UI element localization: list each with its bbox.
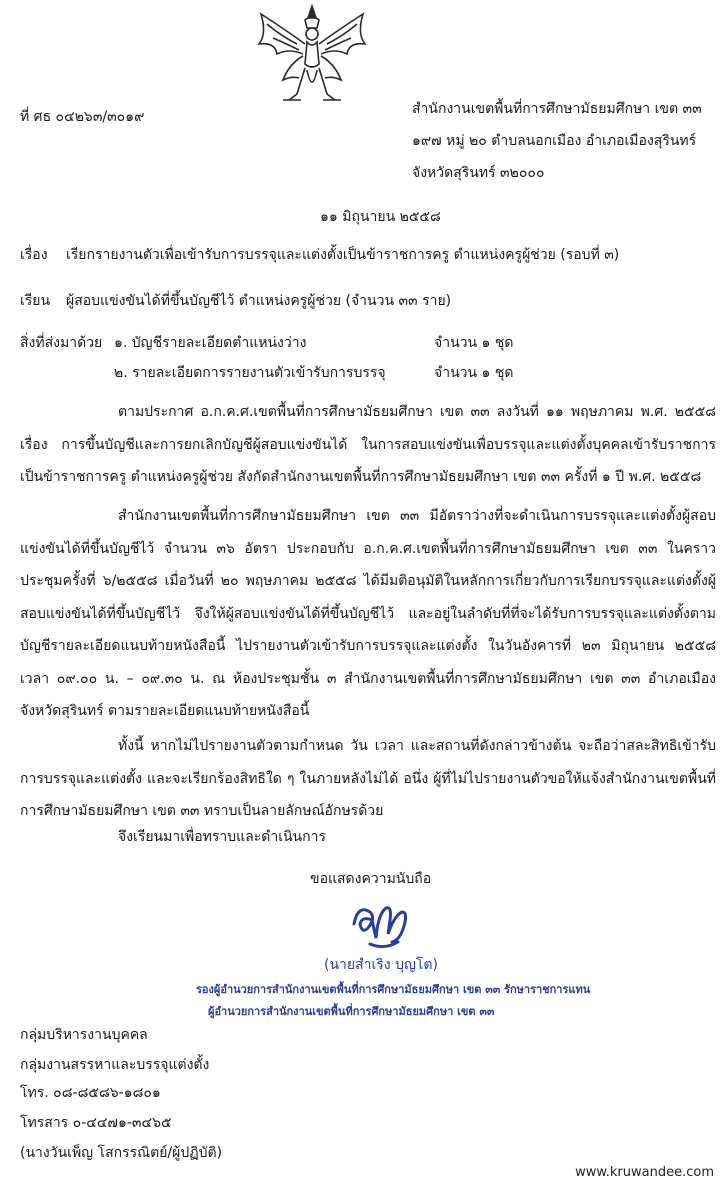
reference-number: ที่ ศธ ๐๔๒๖๓/๓๐๑๙ bbox=[20, 109, 145, 125]
body-paragraph-2 bbox=[20, 500, 716, 728]
enclosure-qty-2: จำนวน ๑ ชุด bbox=[434, 365, 514, 381]
letter-date: ๑๑ มิถุนายน ๒๕๕๘ bbox=[320, 209, 441, 225]
handwritten-signature-icon bbox=[348, 894, 412, 952]
enclosure-item-1: ๑. บัญชีรายละเอียดตำแหน่งว่าง bbox=[114, 335, 307, 351]
footer-section: กลุ่มงานสรรหาและบรรจุแต่งตั้ง bbox=[20, 1057, 210, 1073]
enclosure-qty-1: จำนวน ๑ ชุด bbox=[434, 335, 514, 351]
footer-phone: โทร. ๐๘-๘๕๘๖-๑๘๐๑ bbox=[20, 1085, 161, 1101]
sender-address-line-1: สำนักงานเขตพื้นที่การศึกษามัธยมศึกษา เขต ๓๓ bbox=[412, 101, 702, 117]
body-paragraph-3-text: ทั้งนี้ หากไม่ไปรายงานตัวตามกำหนด วัน เวลา และสถานที่ดังกล่าวข้างต้น จะถือว่าสละสิทธิเข้ารับการบรรจุและแต่งตั้ง และจะเรียกร้องสิทธิใด ๆ ในภายหลังไม่ได้ อนึ่ง ผู้ที่ไม่ไปรายงานตัวขอให้แจ้งสำนักงานเขตพื้นที่การศึกษามัธยมศึกษา เขต ๓๓ ทราบเป็นลายลักษณ์อักษรด้วย bbox=[20, 738, 717, 819]
recipient-text: ผู้สอบแข่งขันได้ที่ขึ้นบัญชีไว้ ตำแหน่งครูผู้ช่วย (จำนวน ๓๓ ราย) bbox=[66, 293, 452, 309]
recipient-label: เรียน bbox=[20, 293, 51, 309]
footer-fax: โทรสาร ๐-๔๔๗๑-๓๔๖๕ bbox=[20, 1115, 172, 1131]
sender-address-line-2: ๑๙๗ หมู่ ๒๐ ตำบลนอกเมือง อำเภอเมืองสุรินทร์ bbox=[412, 133, 697, 149]
watermark-url: www.kruwandee.com bbox=[575, 1165, 714, 1180]
subject-text: เรียกรายงานตัวเพื่อเข้ารับการบรรจุและแต่งตั้งเป็นข้าราชการครู ตำแหน่งครูผู้ช่วย (รอบที่ ๓) bbox=[66, 247, 620, 263]
regards-line: ขอแสดงความนับถือ bbox=[310, 871, 432, 887]
body-paragraph-1 bbox=[20, 396, 716, 494]
body-paragraph-3 bbox=[20, 730, 716, 828]
footer-department: กลุ่มบริหารงานบุคคล bbox=[20, 1027, 148, 1043]
subject-label: เรื่อง bbox=[20, 247, 48, 263]
body-paragraph-2-text: สำนักงานเขตพื้นที่การศึกษามัธยมศึกษา เขต ๓๓ มีอัตราว่างที่จะดำเนินการบรรจุและแต่งตั้งผู้สอบแข่งขันได้ที่ขึ้นบัญชีไว้ จำนวน ๓๖ อัตรา ประกอบกับ อ.ก.ค.ศ.เขตพื้นที่การศึกษามัธยมศึกษา เขต ๓๓ ในคราวประชุมครั้งที่ ๖/๒๕๕๘ เมื่อวันที่ ๒๐ พฤษภาคม ๒๕๕๘ ได้มีมติอนุมัติในหลักการเกี่ยวกับการเรียกบรรจุและแต่งตั้งผู้สอบแข่งขันได้ที่ขึ้นบัญชีไว้ จึงให้ผู้สอบแข่งขันได้ที่ขึ้นบัญชีไว้ และอยู่ในลำดับที่ที่จะได้รับการบรรจุและแต่งตั้งตามบัญชีรายละเอียดแนบท้ายหนังสือนี้ ไปรายงานตัวเข้ารับการบรรจุและแต่งตั้ง ในวันอังคารที่ ๒๓ มิถุนายน ๒๕๕๘ เวลา ๐๙.๐๐ น. – ๐๙.๓๐ น. ณ ห้องประชุมชั้น ๓ สำนักงานเขตพื้นที่การศึกษามัธยมศึกษา เขต ๓๓ อำเภอเมือง จังหวัดสุรินทร์ ตามรายละเอียดแนบท้ายหนังสือนี้ bbox=[20, 508, 717, 719]
footer-officer: (นางวันเพ็ญ โสกรรณิตย์/ผู้ปฏิบัติ) bbox=[20, 1145, 223, 1161]
enclosure-item-2: ๒. รายละเอียดการรายงานตัวเข้ารับการบรรจุ bbox=[114, 365, 386, 381]
signer-title-line-2: ผู้อำนวยการสำนักงานเขตพื้นที่การศึกษามัธยมศึกษา เขต ๓๓ bbox=[208, 1005, 495, 1018]
garuda-emblem-icon bbox=[253, 4, 371, 108]
enclosures-label: สิ่งที่ส่งมาด้วย bbox=[20, 335, 103, 351]
body-paragraph-1-text: ตามประกาศ อ.ก.ค.ศ.เขตพื้นที่การศึกษามัธยมศึกษา เขต ๓๓ ลงวันที่ ๑๑ พฤษภาคม พ.ศ. ๒๕๕๘ เรื่อง การขึ้นบัญชีและการยกเลิกบัญชีผู้สอบแข่งขันได้ ในการสอบแข่งขันเพื่อบรรจุและแต่งตั้งบุคคลเข้ารับราชการเป็นข้าราชการครู ตำแหน่งครูผู้ช่วย สังกัดสำนักงานเขตพื้นที่การศึกษามัธยมศึกษา เขต ๓๓ ครั้งที่ ๑ ปี พ.ศ. ๒๕๕๘ bbox=[20, 404, 716, 485]
signer-name: (นายสำเริง บุญโต) bbox=[324, 957, 438, 973]
signer-title-line-1: รองผู้อำนวยการสำนักงานเขตพื้นที่การศึกษามัธยมศึกษา เขต ๓๓ รักษาราชการแทน bbox=[196, 983, 591, 996]
closing-line: จึงเรียนมาเพื่อทราบและดำเนินการ bbox=[118, 829, 326, 845]
sender-address-line-3: จังหวัดสุรินทร์ ๓๒๐๐๐ bbox=[412, 165, 545, 181]
